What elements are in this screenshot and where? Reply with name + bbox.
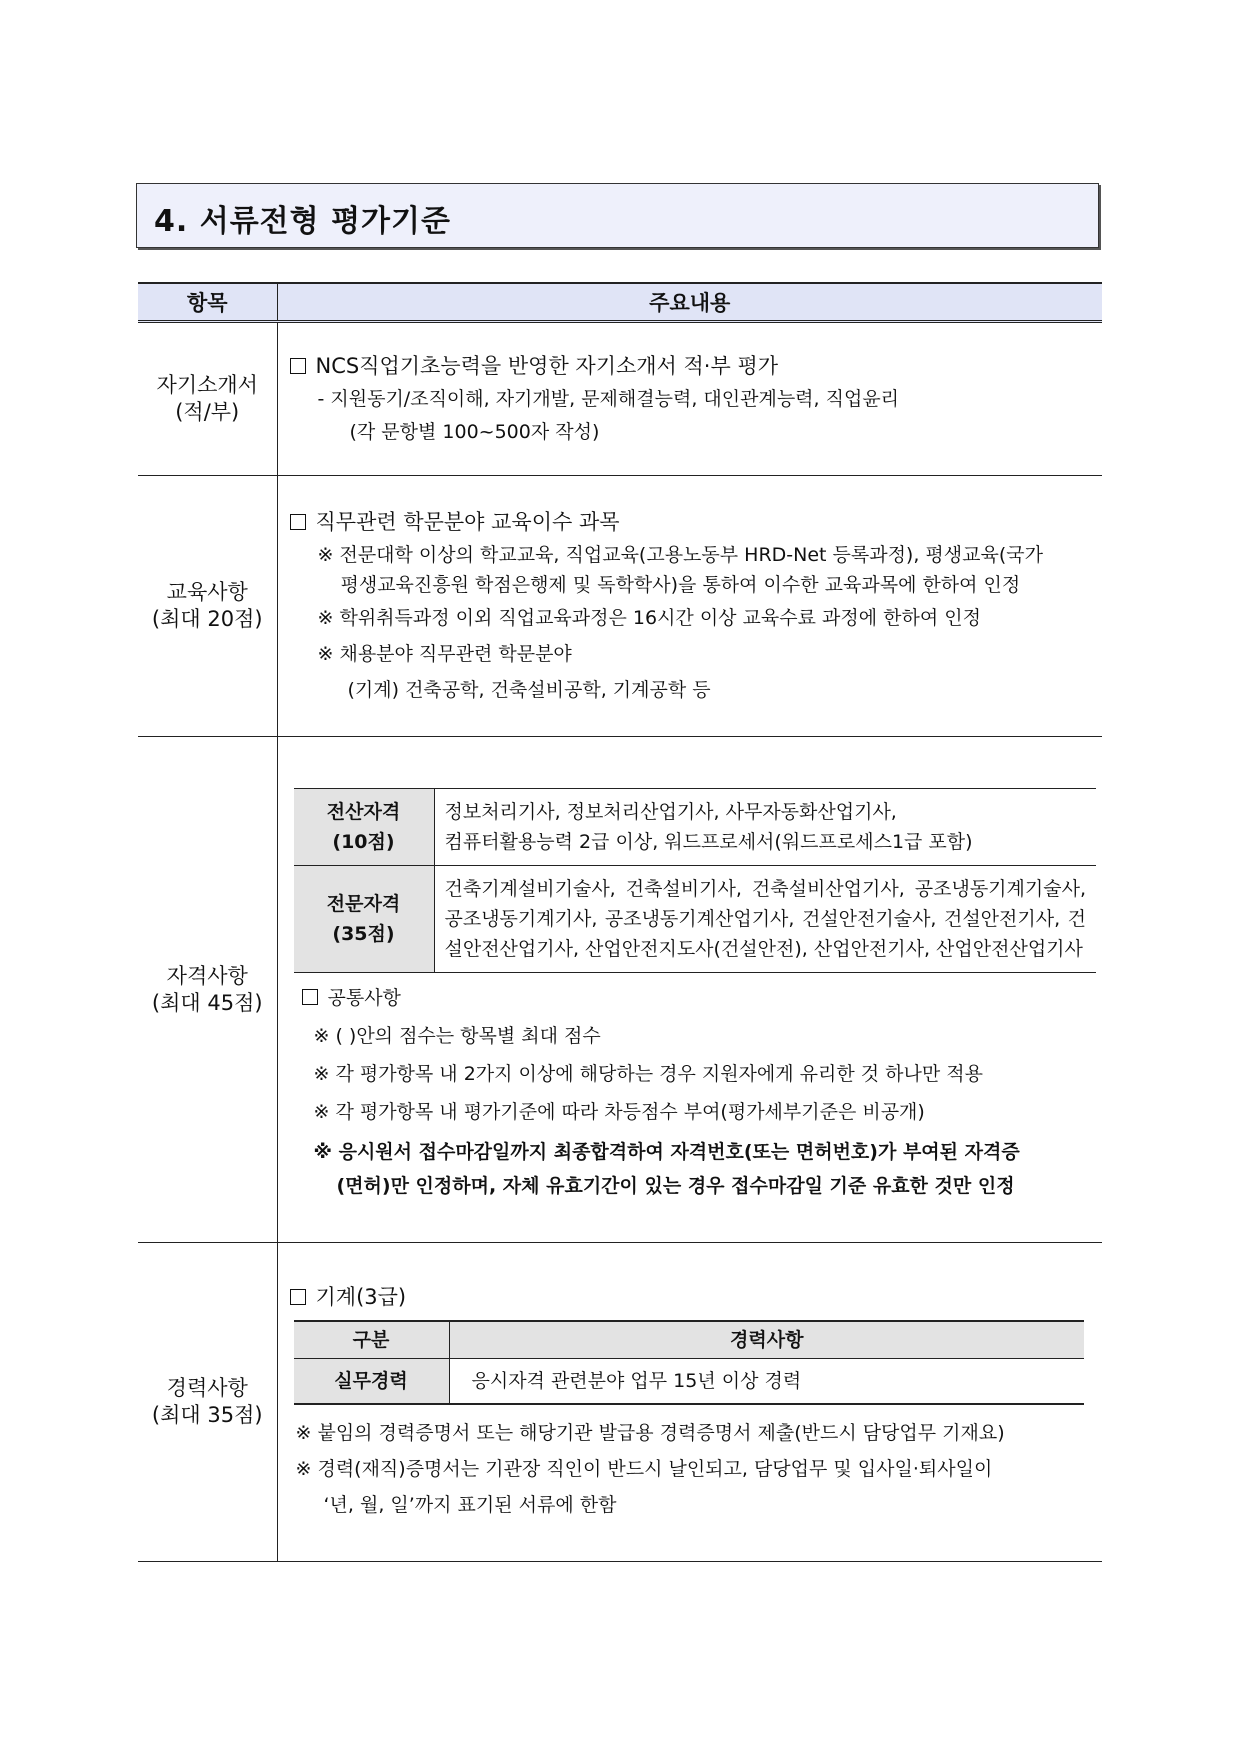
row-education: [138, 476, 1102, 737]
it-cert-label: 전산자격 (10점): [294, 789, 435, 866]
section-title: 4. 서류전형 평가기준: [154, 204, 451, 239]
career-label: 경력사항 (최대 35점): [138, 1243, 277, 1562]
pro-cert-row: [294, 866, 1097, 973]
checkbox-icon: [290, 358, 306, 374]
certificate-subtable: [294, 788, 1097, 973]
career-subtable-header: 구분 경력사항: [294, 1321, 1085, 1359]
row-self-introduction: [138, 322, 1102, 476]
row-career: [138, 1243, 1102, 1562]
it-cert-row: [294, 789, 1097, 866]
self-intro-content: NCS직업기초능력을 반영한 자기소개서 적·부 평가 - 지원동기/조직이해, 자기개발, 문제해결능력, 대인관계능력, 직업윤리 (각 문항별 100~500자 작성): [277, 322, 1102, 476]
row-certificate: [138, 737, 1102, 1243]
header-item: 항목: [138, 283, 277, 322]
career-content: 기계(3급) 구분 경력사항 실무경력 응시자격 관련분야 업무 15년 이상 경력 ※ 붙임의 경력증명서 또는 해당기관 발급용 경력증명서 제출(반드시 담당업무 기재요) ※ 경력(재직)증명서는 기관장 직인이 반드시 날인되고, 담당업무 및 입사일·퇴사일이 ‘년, 월, 일’까지 표기된 서류에 한함: [277, 1243, 1102, 1562]
education-label: 교육사항 (최대 20점): [138, 476, 277, 737]
pro-cert-value: 건축기계설비기술사, 건축설비기사, 건축설비산업기사, 공조냉동기계기술사, 공조냉동기계기사, 공조냉동기계산업기사, 건설안전기술사, 건설안전기사, 건설안전산업기사, 산업안전지도사(건설안전), 산업안전기사, 산업안전산업기사: [434, 866, 1096, 973]
certificate-content: 전산자격 (10점) 정보처리기사, 정보처리산업기사, 사무자동화산업기사, 컴퓨터활용능력 2급 이상, 워드프로세서(워드프로세스1급 포함) 전문자격 (35점) 건축기계설비기술사, 건축설비기사, 건축설비산업기사, 공조냉동기계기술사, 공조냉동기계기사, 공조냉동기계산업기사, 건설안전기술사, 건설안전기사, 건설안전산업기사, 산업안전지도사(건설안전), 산업안전기사, 산업안전산업기사 공통사항 ※ ( )안의 점수는 항목별 최대 점수 ※ 각 평가항목 내 2가지 이상에 해당하는 경우 지원자에게 유리한 것 하나만 적용 ※ 각 평가항목 내 평가기준에 따라 차등점수 부여(평가세부기준은 비공개) ※ 응시원서 접수마감일까지 최종합격하여 자격번호(또는 면허번호)가 부여된 자격증 (면허)만 인정하며, 자체 유효기간이 있는 경우 접수마감일 기준 유효한 것만 인정: [277, 737, 1102, 1243]
pro-cert-label: 전문자격 (35점): [294, 866, 435, 973]
checkbox-icon: [290, 514, 306, 530]
certificate-label: 자격사항 (최대 45점): [138, 737, 277, 1243]
header-content: 주요내용: [277, 283, 1102, 322]
evaluation-criteria-table: [138, 282, 1102, 1562]
career-subtable: [294, 1320, 1085, 1405]
checkbox-icon: [290, 1289, 306, 1305]
education-content: 직무관련 학문분야 교육이수 과목 ※ 전문대학 이상의 학교교육, 직업교육(고용노동부 HRD-Net 등록과정), 평생교육(국가 평생교육진흥원 학점은행제 및 독학학사)을 통하여 이수한 교육과목에 한하여 인정 ※ 학위취득과정 이외 직업교육과정은 16시간 이상 교육수료 과정에 한하여 인정 ※ 채용분야 직무관련 학문분야 (기계) 건축공학, 건축설비공학, 기계공학 등: [277, 476, 1102, 737]
career-subtable-row: 실무경력 응시자격 관련분야 업무 15년 이상 경력: [294, 1359, 1085, 1405]
checkbox-icon: [302, 989, 318, 1005]
table-header-row: [138, 283, 1102, 322]
self-intro-label: 자기소개서 (적/부): [138, 322, 277, 476]
it-cert-value: 정보처리기사, 정보처리산업기사, 사무자동화산업기사, 컴퓨터활용능력 2급 이상, 워드프로세서(워드프로세스1급 포함): [434, 789, 1096, 866]
section-title-box: [136, 183, 1099, 248]
